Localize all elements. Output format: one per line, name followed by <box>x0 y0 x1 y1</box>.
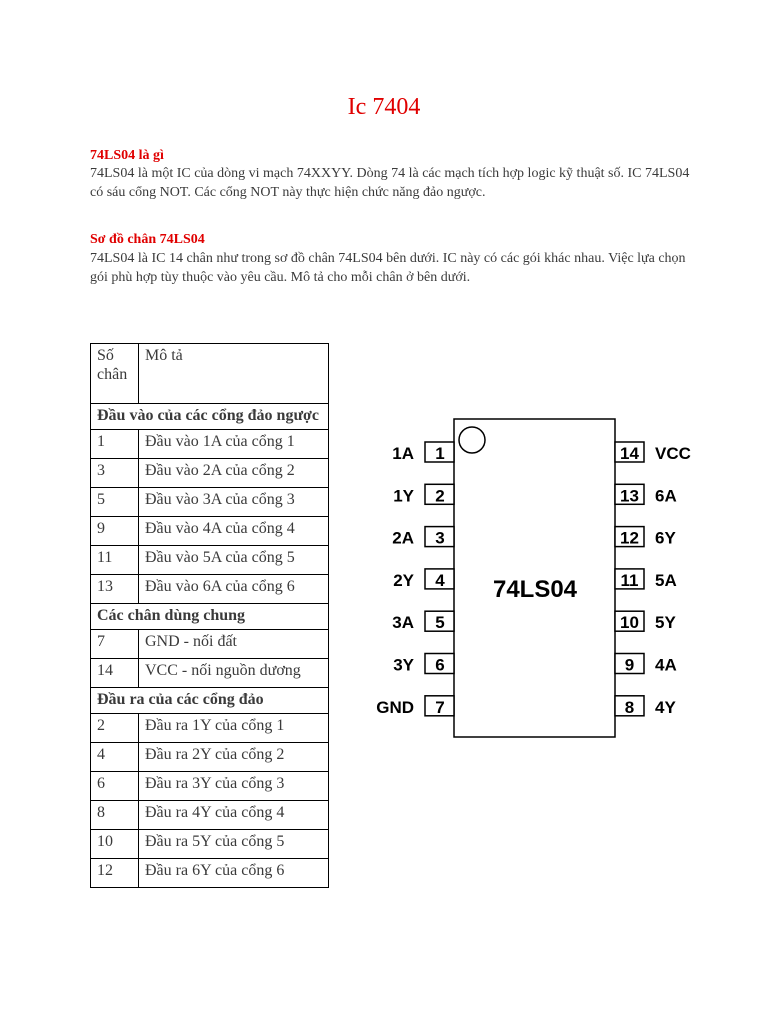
table-row <box>91 517 329 546</box>
pin-number-left: 1 <box>435 444 445 463</box>
pin-number-cell: 8 <box>91 801 139 830</box>
pin-label-right: 5Y <box>655 613 676 633</box>
pin-number-left: 5 <box>435 613 445 633</box>
pin-description-cell: Đầu vào 2A của cổng 2 <box>139 459 329 488</box>
header-description: Mô tả <box>139 344 329 404</box>
table-row <box>91 575 329 604</box>
pin-description-cell: Đầu ra 6Y của cổng 6 <box>139 859 329 888</box>
table-row <box>91 659 329 688</box>
pin-number-cell: 12 <box>91 859 139 888</box>
table-row <box>91 743 329 772</box>
pin-number-cell: 1 <box>91 430 139 459</box>
chip-label: 74LS04 <box>492 576 578 603</box>
pin-number-cell: 7 <box>91 630 139 659</box>
table-row <box>91 488 329 517</box>
pin-label-left: GND <box>376 697 414 717</box>
page-title: Ic 7404 <box>347 94 421 120</box>
pin-description-cell: VCC - nối nguồn dương <box>139 659 329 688</box>
pin-description-cell: Đầu vào 3A của cổng 3 <box>139 488 329 517</box>
table-row <box>91 459 329 488</box>
pin-number-left: 4 <box>435 570 445 590</box>
pin-number-cell: 2 <box>91 714 139 743</box>
pin-number-right: 14 <box>620 444 639 463</box>
pin-description-cell: GND - nối đất <box>139 630 329 659</box>
pin-description-cell: Đầu ra 2Y của cổng 2 <box>139 743 329 772</box>
pin-description-table <box>90 343 329 888</box>
pin-number-cell: 10 <box>91 830 139 859</box>
pinout-diagram <box>365 415 705 745</box>
table-row <box>91 630 329 659</box>
table-row <box>91 772 329 801</box>
pin-label-left: 3A <box>392 613 414 633</box>
pin-number-cell: 5 <box>91 488 139 517</box>
pin-label-right: 6Y <box>655 528 676 548</box>
pin-number-cell: 3 <box>91 459 139 488</box>
pin-description-cell: Đầu ra 3Y của cổng 3 <box>139 772 329 801</box>
pin-label-left: 2A <box>392 528 414 548</box>
pin-description-cell: Đầu ra 1Y của cổng 1 <box>139 714 329 743</box>
pin-number-cell: 11 <box>91 546 139 575</box>
table-group-title: Đầu vào của các cổng đảo ngược <box>91 404 329 430</box>
pin-label-left: 2Y <box>393 570 414 590</box>
section-paragraph-what-is: 74LS04 là một IC của dòng vi mạch 74XXYY. Dòng 74 là các mạch tích hợp logic kỹ thuật số. IC 74LS04 có sáu cổng NOT. Các cổng NOT này thực hiện chức năng đảo ngược. <box>90 166 690 200</box>
section-heading-pinout: Sơ đồ chân 74LS04 <box>90 232 205 247</box>
pin-number-right: 8 <box>624 697 635 717</box>
pin-number-right: 11 <box>620 570 639 590</box>
pin-label-right: 5A <box>655 570 677 590</box>
pin-number-cell: 14 <box>91 659 139 688</box>
pin-number-left: 2 <box>435 486 445 506</box>
pin-label-left: 1A <box>392 444 414 463</box>
pin-number-cell: 9 <box>91 517 139 546</box>
pin-number-right: 12 <box>620 528 639 548</box>
table-group-title: Đầu ra của các cổng đảo <box>91 688 329 714</box>
pin-number-right: 10 <box>620 613 639 633</box>
pin-label-right: 4Y <box>655 697 676 717</box>
table-row <box>91 801 329 830</box>
table-row <box>91 859 329 888</box>
pin-label-right: 4A <box>655 655 677 675</box>
pin1-notch-marker <box>459 427 485 453</box>
table-row <box>91 546 329 575</box>
pin-number-right: 13 <box>620 486 639 506</box>
pin-number-left: 7 <box>435 697 445 717</box>
table-row <box>91 714 329 743</box>
pin-number-cell: 6 <box>91 772 139 801</box>
table-row <box>91 430 329 459</box>
pin-label-right: VCC <box>655 444 691 463</box>
pin-label-right: 6A <box>655 486 677 506</box>
pin-label-left: 3Y <box>393 655 414 675</box>
pin-description-cell: Đầu vào 5A của cổng 5 <box>139 546 329 575</box>
left-pin-group <box>376 442 454 717</box>
table-group-row <box>91 604 329 630</box>
table-header-row <box>91 344 329 404</box>
pin-description-cell: Đầu ra 5Y của cổng 5 <box>139 830 329 859</box>
section-heading-what-is: 74LS04 là gì <box>90 148 164 163</box>
pin-description-cell: Đầu ra 4Y của cổng 4 <box>139 801 329 830</box>
header-pin-number: Số chân <box>91 344 139 404</box>
pin-number-right: 9 <box>624 655 635 675</box>
pin-number-cell: 13 <box>91 575 139 604</box>
table-group-row <box>91 404 329 430</box>
table-group-row <box>91 688 329 714</box>
table-group-title: Các chân dùng chung <box>91 604 329 630</box>
pin-number-cell: 4 <box>91 743 139 772</box>
section-paragraph-pinout: 74LS04 là IC 14 chân như trong sơ đồ chân 74LS04 bên dưới. IC này có các gói khác nhau. Việc lựa chọn gói phù hợp tùy thuộc vào yêu cầu. Mô tả cho mỗi chân ở bên dưới. <box>90 251 686 285</box>
pin-description-cell: Đầu vào 1A của cổng 1 <box>139 430 329 459</box>
pin-number-left: 3 <box>435 528 445 548</box>
pin-description-cell: Đầu vào 4A của cổng 4 <box>139 517 329 546</box>
pin-description-cell: Đầu vào 6A của cổng 6 <box>139 575 329 604</box>
right-pin-group <box>615 442 691 717</box>
table-row <box>91 830 329 859</box>
pin-number-left: 6 <box>435 655 445 675</box>
pin-label-left: 1Y <box>393 486 414 506</box>
